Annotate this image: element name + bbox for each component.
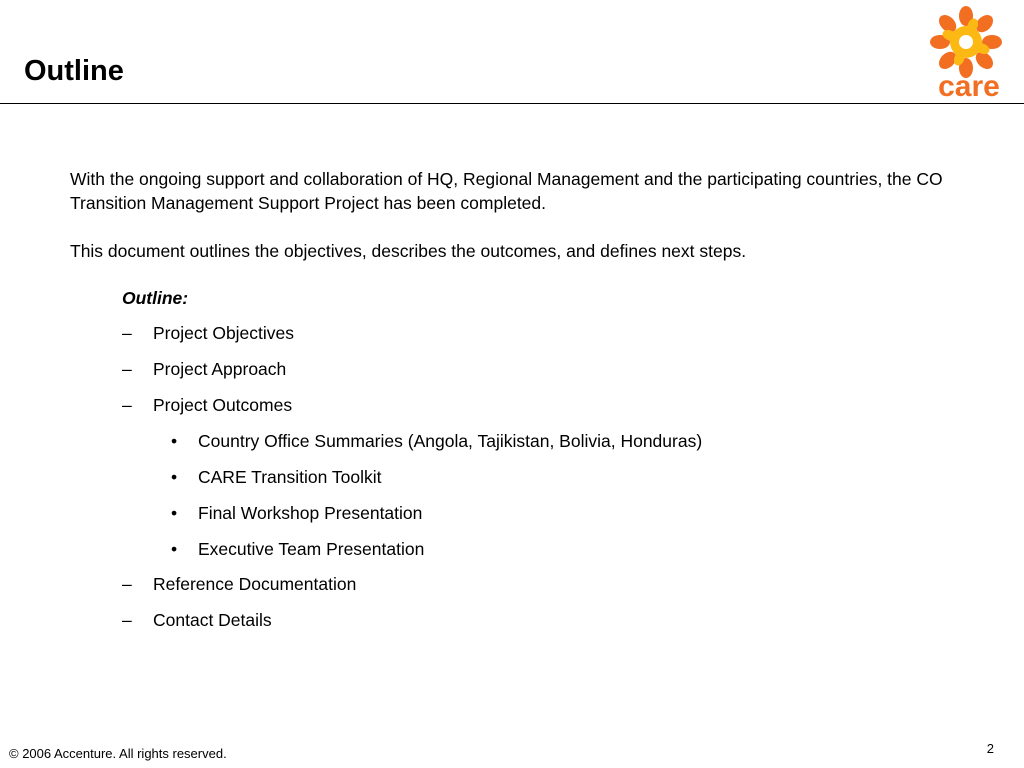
- dash-marker: –: [122, 574, 132, 594]
- intro-text: [70, 167, 950, 263]
- dash-marker: –: [122, 395, 132, 415]
- outline-subitem: Executive Team Presentation: [198, 539, 425, 559]
- footer-copyright: © 2006 Accenture. All rights reserved.: [9, 746, 227, 761]
- outline-item: Contact Details: [153, 610, 272, 630]
- bullet-marker: •: [171, 539, 178, 559]
- dash-marker: –: [122, 359, 132, 379]
- outline-heading: Outline:: [122, 288, 189, 308]
- outline-subitem: CARE Transition Toolkit: [198, 467, 382, 487]
- title-divider: [0, 103, 1024, 104]
- care-logo: [926, 4, 1012, 100]
- dash-marker: –: [122, 323, 132, 343]
- outline-subitem: Country Office Summaries (Angola, Tajikistan, Bolivia, Honduras): [198, 431, 703, 451]
- outline-subitem: Final Workshop Presentation: [198, 503, 423, 523]
- slide-title: Outline: [24, 55, 124, 87]
- outline-item: Project Objectives: [153, 323, 295, 343]
- dash-marker: –: [122, 610, 132, 630]
- bullet-marker: •: [171, 431, 178, 451]
- logo-wordmark: care: [938, 70, 1000, 100]
- outline-item: Reference Documentation: [153, 574, 357, 594]
- intro-paragraph: With the ongoing support and collaboration of HQ, Regional Management and the participating countries, the CO Transition Management Support Project has been completed.: [70, 169, 943, 213]
- intro-paragraph: This document outlines the objectives, describes the outcomes, and defines next steps.: [70, 241, 747, 261]
- bullet-marker: •: [171, 503, 178, 523]
- page-number: 2: [986, 741, 994, 756]
- hands-circle-icon: [930, 6, 1002, 78]
- outline-item: Project Approach: [153, 359, 287, 379]
- bullet-marker: •: [171, 467, 178, 487]
- outline-item: Project Outcomes: [153, 395, 293, 415]
